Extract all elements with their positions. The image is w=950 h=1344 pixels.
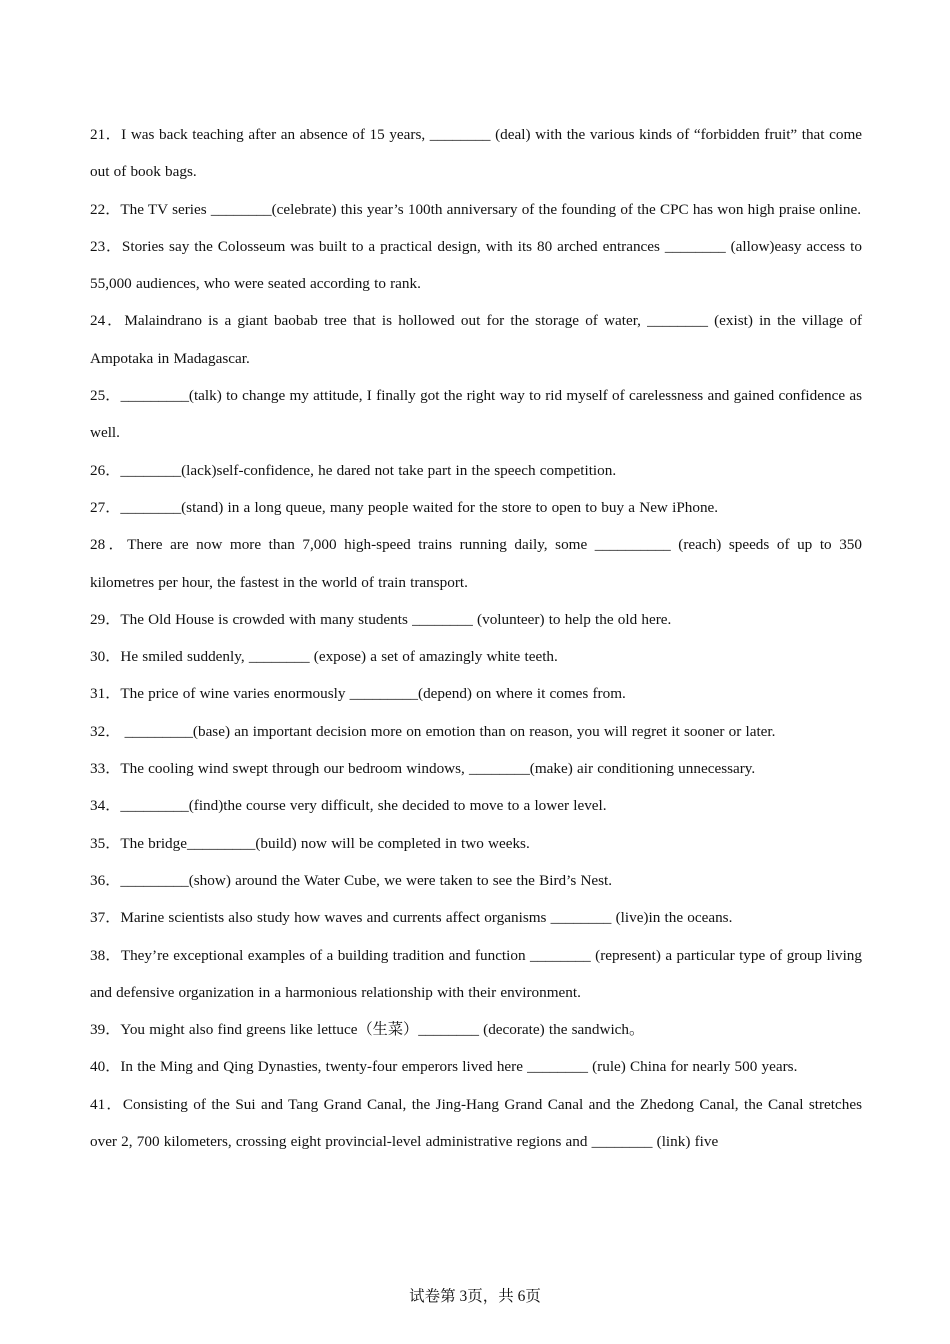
question-text: You might also find greens like lettuce（生菜）________ (decorate) the sandwich。 (120, 1021, 645, 1039)
question-text: Stories say the Colosseum was built to a practical design, with its 80 arched entrances ________ (allow)easy access to 55,000 audiences, who were seated according to rank. (90, 237, 862, 293)
question-text: _________(base) an important decision more on emotion than on reason, you will regret it sooner or later. (120, 722, 776, 740)
question-number: 37． (90, 909, 121, 927)
question-38 (90, 937, 862, 1012)
question-36 (90, 862, 862, 899)
question-32 (90, 713, 862, 750)
question-number: 38． (90, 946, 121, 964)
question-text: ________(lack)self-confidence, he dared not take part in the speech competition. (120, 461, 617, 479)
question-33 (90, 750, 862, 787)
question-text: ________(stand) in a long queue, many people waited for the store to open to buy a New iPhone. (120, 498, 719, 516)
question-text: The price of wine varies enormously _________(depend) on where it comes from. (120, 685, 626, 703)
question-25 (90, 377, 862, 452)
question-number: 36． (90, 871, 121, 889)
question-text: _________(find)the course very difficult, she decided to move to a lower level. (120, 797, 607, 815)
question-text: In the Ming and Qing Dynasties, twenty-four emperors lived here ________ (rule) China for nearly 500 years. (120, 1058, 798, 1076)
question-text: There are now more than 7,000 high-speed trains running daily, some __________ (reach) speeds of up to 350 kilometres per hour, the fastest in the world of train transport. (90, 536, 862, 591)
question-text: The bridge_________(build) now will be completed in two weeks. (120, 834, 530, 852)
question-number: 22． (90, 200, 121, 218)
question-number: 27． (90, 498, 121, 516)
question-number: 35． (90, 834, 121, 852)
question-number: 39． (90, 1021, 121, 1039)
question-26 (90, 452, 862, 489)
question-text: He smiled suddenly, ________ (expose) a set of amazingly white teeth. (120, 648, 558, 666)
question-number: 29． (90, 610, 121, 628)
question-30 (90, 638, 862, 675)
question-text: The TV series ________(celebrate) this year’s 100th anniversary of the founding of the CPC has won high praise online. (120, 200, 862, 218)
question-23 (90, 228, 862, 303)
question-24 (90, 302, 862, 377)
question-text: The cooling wind swept through our bedroom windows, ________(make) air conditioning unnecessary. (120, 760, 756, 778)
question-28 (90, 526, 862, 601)
question-number: 33． (90, 760, 121, 778)
question-39 (90, 1011, 862, 1048)
question-22 (90, 191, 862, 228)
question-text: I was back teaching after an absence of 15 years, ________ (deal) with the various kinds of “forbidden fruit” that come out of book bags. (90, 126, 862, 181)
question-27 (90, 489, 862, 526)
question-number: 26． (90, 461, 121, 479)
question-21 (90, 116, 862, 191)
question-number: 23． (90, 237, 122, 255)
question-number: 34． (90, 797, 121, 815)
question-text: _________(show) around the Water Cube, we were taken to see the Bird’s Nest. (120, 871, 613, 889)
question-list (90, 116, 862, 1160)
question-31 (90, 675, 862, 712)
question-text: Marine scientists also study how waves and currents affect organisms ________ (live)in the oceans. (120, 909, 733, 927)
page-number-label: 试卷第 3页，共 6页 (409, 1288, 541, 1305)
question-number: 41． (90, 1095, 123, 1113)
question-34 (90, 787, 862, 824)
question-number: 40． (90, 1058, 121, 1076)
question-number: 28． (90, 536, 128, 554)
question-number: 32． (90, 722, 121, 740)
question-text: _________(talk) to change my attitude, I finally got the right way to rid myself of carelessness and gained confidence as well. (90, 387, 863, 442)
question-40 (90, 1048, 862, 1085)
question-37 (90, 899, 862, 936)
question-text: The Old House is crowded with many students ________ (volunteer) to help the old here. (120, 610, 672, 628)
question-number: 24． (90, 312, 125, 330)
question-text: Consisting of the Sui and Tang Grand Canal, the Jing-Hang Grand Canal and the Zhedong Canal, the Canal stretches over 2, 700 kilometers, crossing eight provincial-level administrative regions and ________ (link) five (90, 1095, 862, 1151)
question-text: They’re exceptional examples of a building tradition and function ________ (represent) a particular type of group living and defensive organization in a harmonious relationship with their environment. (90, 946, 862, 1001)
question-text: Malaindrano is a giant baobab tree that is hollowed out for the storage of water, ________ (exist) in the village of Ampotaka in Madagascar. (90, 312, 862, 367)
question-number: 31． (90, 685, 121, 703)
question-29 (90, 601, 862, 638)
page-footer (0, 1286, 950, 1308)
question-41 (90, 1086, 862, 1161)
question-number: 30． (90, 648, 121, 666)
question-number: 21． (90, 126, 122, 143)
question-number: 25． (90, 387, 121, 405)
question-35 (90, 825, 862, 862)
